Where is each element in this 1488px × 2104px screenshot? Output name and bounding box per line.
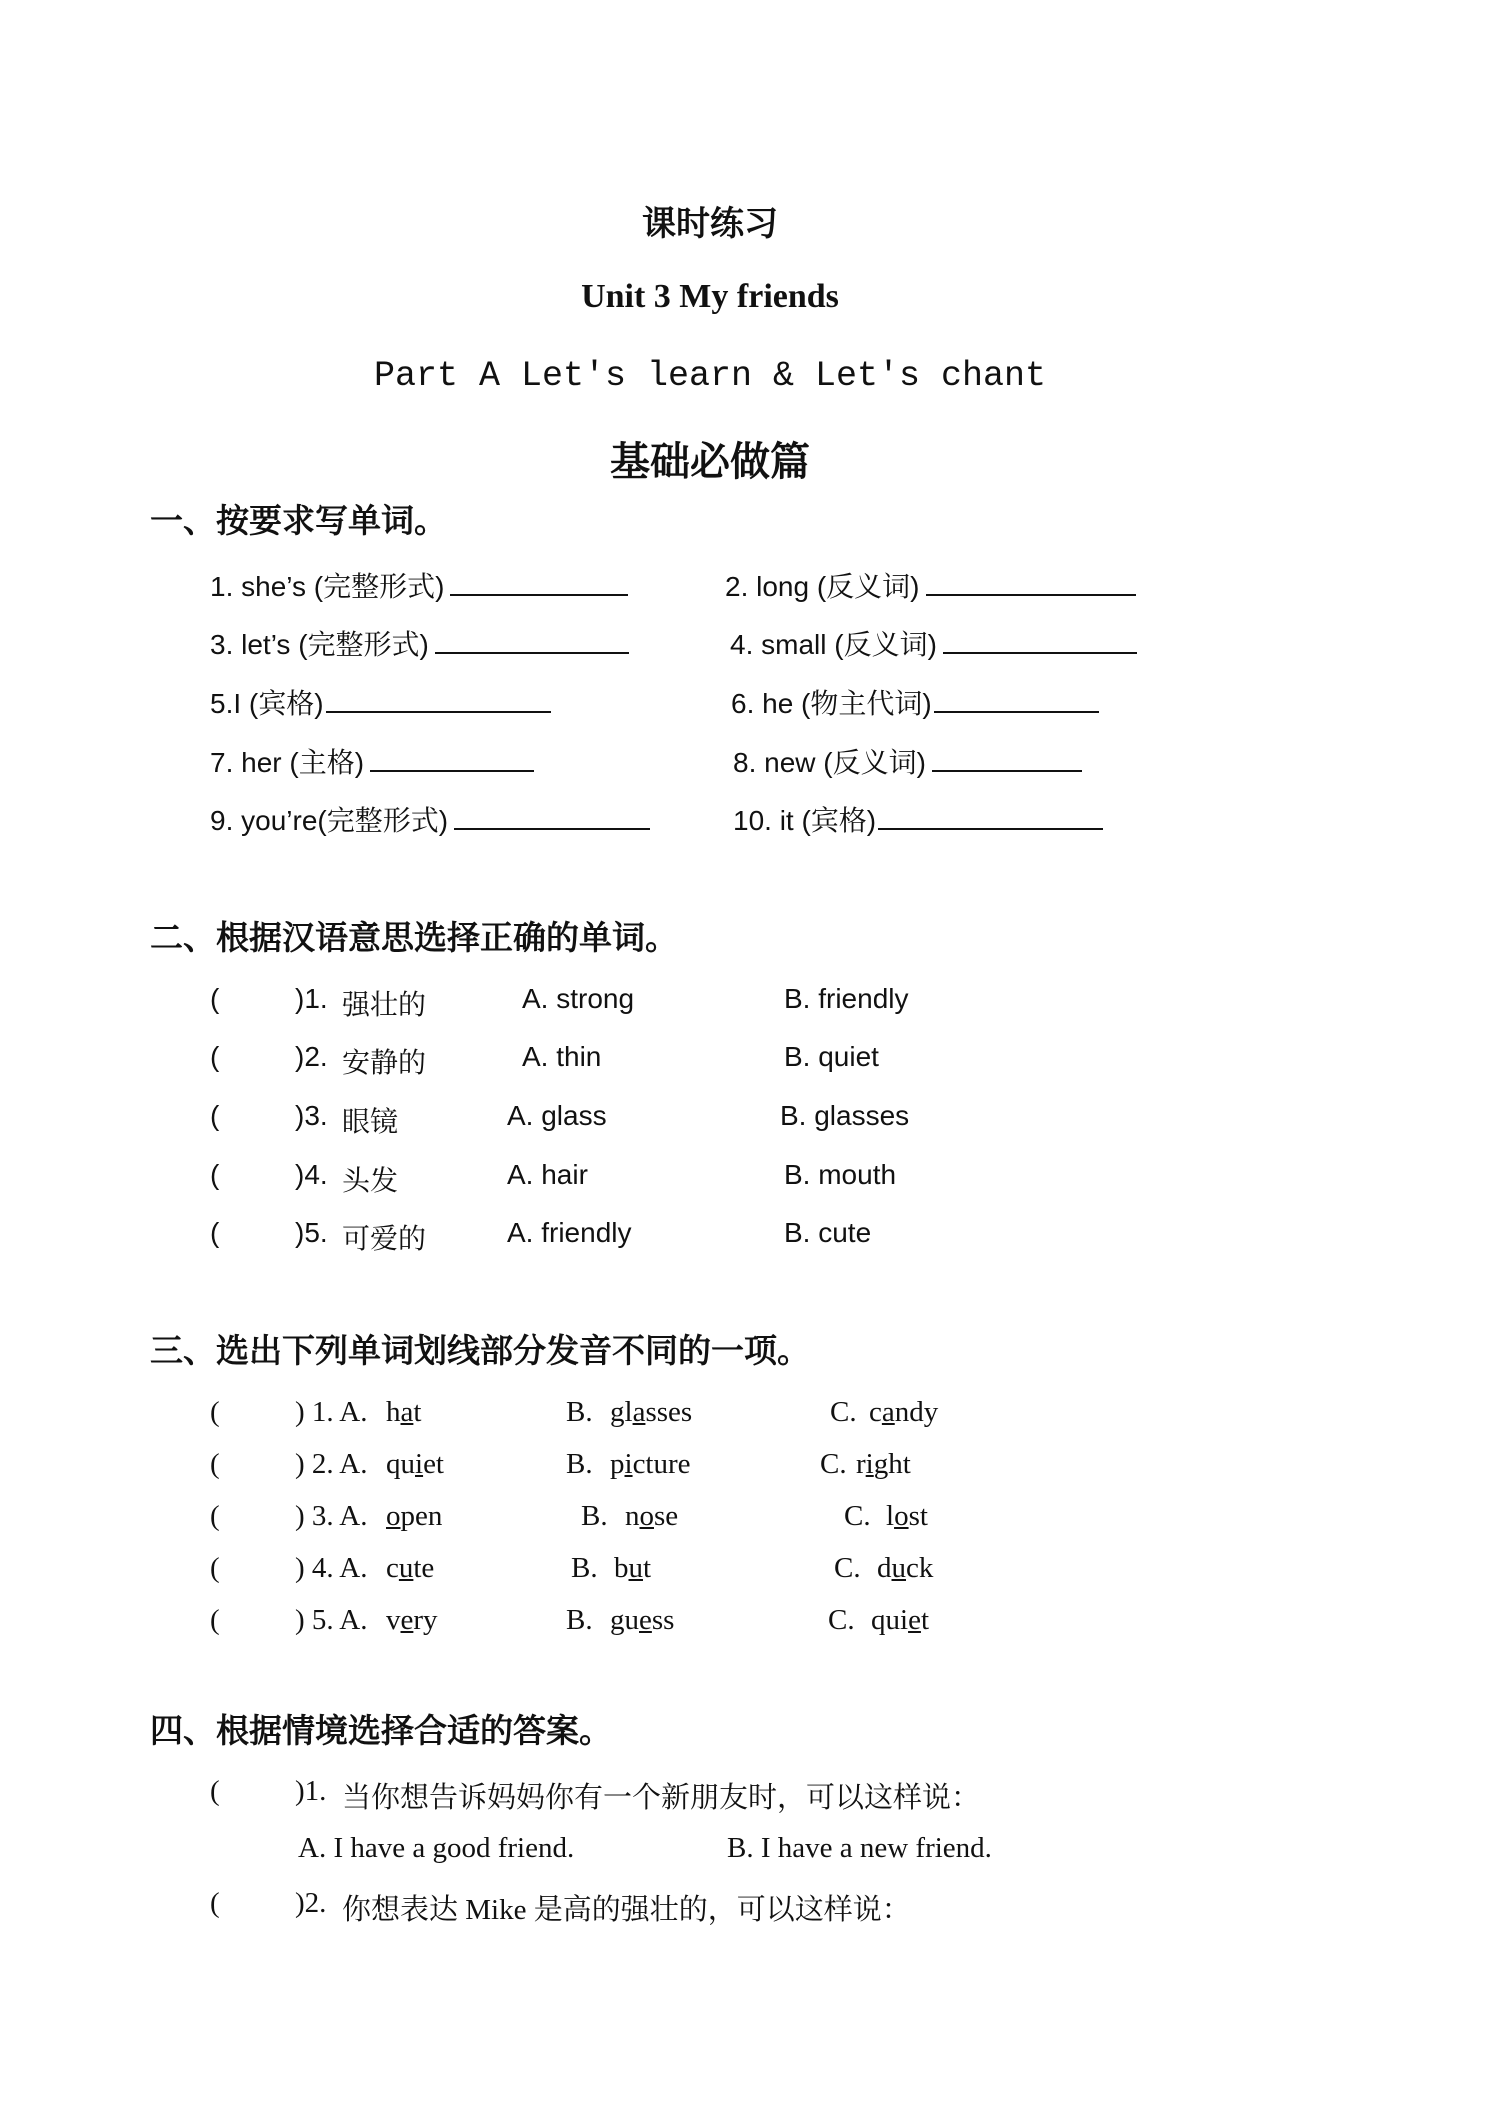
underlined-letter: e <box>400 1604 414 1636</box>
word-part: l <box>886 1500 895 1532</box>
option-c[interactable] <box>856 1448 911 1481</box>
answer-paren-open[interactable]: ( <box>210 1448 220 1480</box>
option-a[interactable] <box>386 1500 442 1533</box>
word-item <box>730 623 1137 663</box>
underlined-letter: u <box>891 1552 906 1584</box>
word-item <box>210 623 629 663</box>
underlined-letter: o <box>894 1500 909 1532</box>
option-b[interactable]: B. quiet <box>784 1041 879 1072</box>
answer-paren-open[interactable]: ( <box>210 1552 220 1584</box>
answer-blank[interactable] <box>932 748 1082 772</box>
word-part: d <box>877 1552 892 1584</box>
word-item <box>210 682 551 722</box>
underlined-letter: a <box>632 1396 646 1428</box>
underlined-letter: e <box>639 1604 652 1636</box>
word-item <box>210 741 534 781</box>
answer-blank[interactable] <box>435 630 629 654</box>
option-a[interactable]: A. friendly <box>507 1217 632 1248</box>
section3-heading: 三、选出下列单词划线部分发音不同的一项。 <box>150 1334 810 1370</box>
underlined-letter: i <box>415 1448 424 1480</box>
word-part: h <box>386 1396 401 1428</box>
word-part: cture <box>632 1448 691 1480</box>
option-c[interactable] <box>877 1552 933 1585</box>
word-item-label: 2. long (反义词) <box>725 571 920 602</box>
word-item-label: 7. her (主格) <box>210 747 365 778</box>
word-part: ss <box>651 1604 675 1636</box>
word-part: t <box>643 1552 652 1584</box>
question-number: )2. <box>295 1041 328 1072</box>
chinese-word: 可爱的 <box>342 1223 427 1254</box>
section1-heading: 一、按要求写单词。 <box>150 504 447 540</box>
option-b-label: B. <box>566 1396 593 1428</box>
answer-blank[interactable] <box>450 572 628 596</box>
word-part: t <box>920 1604 929 1636</box>
word-part: t <box>413 1396 422 1428</box>
option-a[interactable] <box>386 1396 421 1429</box>
question-number: ) 3. A. <box>295 1500 368 1532</box>
underlined-letter: o <box>639 1500 654 1532</box>
chinese-word: 头发 <box>342 1165 399 1196</box>
question-text: 你想表达 Mike 是高的强壮的，可以这样说： <box>342 1894 911 1926</box>
word-part: qu <box>386 1448 415 1480</box>
option-a[interactable] <box>386 1552 434 1585</box>
option-b[interactable] <box>625 1500 678 1533</box>
word-part: pen <box>400 1500 443 1532</box>
option-c[interactable] <box>871 1604 929 1637</box>
question-number: )1. <box>295 1775 327 1807</box>
word-item-label: 6. he (物主代词) <box>731 688 932 719</box>
option-b[interactable] <box>610 1396 692 1429</box>
option-a[interactable]: A. thin <box>522 1041 602 1072</box>
answer-paren-open[interactable]: ( <box>210 1159 220 1190</box>
option-b-label: B. <box>571 1552 598 1584</box>
word-part: qui <box>871 1604 909 1636</box>
answer-blank[interactable] <box>878 806 1103 830</box>
word-item <box>725 565 1136 605</box>
word-item-label: 8. new (反义词) <box>733 747 926 778</box>
word-part: gu <box>610 1604 639 1636</box>
chinese-word: 强壮的 <box>342 989 427 1020</box>
option-a[interactable] <box>386 1448 444 1481</box>
word-part: c <box>386 1552 399 1584</box>
question-number: ) 5. A. <box>295 1604 368 1636</box>
question-number: )2. <box>295 1887 327 1919</box>
question-number: ) 1. A. <box>295 1396 368 1428</box>
underlined-letter: u <box>628 1552 643 1584</box>
question-number: )1. <box>295 983 328 1014</box>
option-a[interactable]: A. I have a good friend. <box>298 1832 575 1864</box>
answer-paren-open[interactable]: ( <box>210 1041 220 1072</box>
answer-paren-open[interactable]: ( <box>210 1217 220 1248</box>
underlined-letter: i <box>624 1448 633 1480</box>
word-item-label: 4. small (反义词) <box>730 629 937 660</box>
option-c-label: C. <box>830 1396 857 1428</box>
unit-title: Unit 3 My friends <box>581 278 839 315</box>
option-b-label: B. <box>566 1604 593 1636</box>
word-item-label: 1. she’s (完整形式) <box>210 571 445 602</box>
word-part: n <box>625 1500 640 1532</box>
question-number: )3. <box>295 1100 328 1131</box>
word-part: et <box>423 1448 444 1480</box>
word-part: v <box>386 1604 401 1636</box>
answer-paren-open[interactable]: ( <box>210 1604 220 1636</box>
option-b[interactable]: B. cute <box>784 1217 872 1248</box>
question-number: )4. <box>295 1159 328 1190</box>
option-b[interactable]: B. I have a new friend. <box>727 1832 992 1864</box>
answer-blank[interactable] <box>370 748 534 772</box>
option-b-label: B. <box>581 1500 608 1532</box>
option-b[interactable]: B. friendly <box>784 983 909 1014</box>
option-b-label: B. <box>566 1448 593 1480</box>
answer-blank[interactable] <box>326 689 551 713</box>
answer-paren-open[interactable]: ( <box>210 1396 220 1428</box>
option-b[interactable] <box>610 1604 674 1637</box>
underlined-letter: a <box>881 1396 895 1428</box>
section4-heading: 四、根据情境选择合适的答案。 <box>150 1714 612 1750</box>
answer-paren-open[interactable]: ( <box>210 1775 220 1807</box>
underlined-letter: u <box>398 1552 414 1584</box>
option-c-label: C. <box>820 1448 847 1480</box>
worksheet-title: 课时练习 <box>642 206 778 243</box>
word-part: b <box>614 1552 629 1584</box>
option-b[interactable] <box>610 1448 691 1481</box>
word-item <box>731 682 1099 722</box>
option-c[interactable] <box>869 1396 938 1429</box>
word-part: p <box>610 1448 625 1480</box>
word-part: ndy <box>894 1396 939 1428</box>
answer-paren-open[interactable]: ( <box>210 1887 220 1919</box>
part-title: Part A Let's learn & Let's chant <box>373 356 1047 396</box>
answer-blank[interactable] <box>943 630 1137 654</box>
underlined-letter: a <box>400 1396 414 1428</box>
answer-paren-open[interactable]: ( <box>210 983 220 1014</box>
option-a[interactable] <box>386 1604 438 1637</box>
chinese-word: 安静的 <box>342 1047 427 1078</box>
question-text: 当你想告诉妈妈你有一个新朋友时，可以这样说： <box>342 1782 981 1814</box>
answer-paren-open[interactable]: ( <box>210 1500 220 1532</box>
word-item <box>210 565 628 605</box>
underlined-letter: e <box>908 1604 921 1636</box>
answer-paren-open[interactable]: ( <box>210 1100 220 1131</box>
option-b[interactable]: B. mouth <box>784 1159 897 1190</box>
option-a[interactable]: A. glass <box>507 1100 607 1131</box>
word-part: ry <box>413 1604 438 1636</box>
word-part: te <box>413 1552 435 1584</box>
word-part: ght <box>873 1448 911 1480</box>
option-c-label: C. <box>834 1552 861 1584</box>
level-title: 基础必做篇 <box>610 439 810 484</box>
word-part: gl <box>610 1396 633 1428</box>
word-item <box>210 799 650 839</box>
underlined-letter: o <box>386 1500 401 1532</box>
word-part: st <box>908 1500 928 1532</box>
option-a[interactable]: A. hair <box>507 1159 588 1190</box>
option-a[interactable]: A. strong <box>522 983 635 1014</box>
question-number: ) 2. A. <box>295 1448 368 1480</box>
underlined-letter: i <box>865 1448 874 1480</box>
option-c[interactable] <box>886 1500 928 1533</box>
option-c-label: C. <box>828 1604 855 1636</box>
word-item-label: 3. let’s (完整形式) <box>210 629 429 660</box>
answer-blank[interactable] <box>926 572 1136 596</box>
option-c-label: C. <box>844 1500 871 1532</box>
word-part: c <box>869 1396 882 1428</box>
option-b[interactable] <box>614 1552 651 1585</box>
word-item-label: 9. you’re(完整形式) <box>210 805 449 836</box>
question-number: ) 4. A. <box>295 1552 368 1584</box>
word-part: sses <box>645 1396 693 1428</box>
word-item <box>733 799 1103 839</box>
word-part: se <box>654 1500 679 1532</box>
word-part: ck <box>906 1552 934 1584</box>
word-item-label: 10. it (宾格) <box>733 805 877 836</box>
chinese-word: 眼镜 <box>342 1106 399 1137</box>
word-part: r <box>856 1448 866 1480</box>
answer-blank[interactable] <box>934 689 1099 713</box>
word-item-label: 5.I (宾格) <box>210 688 324 719</box>
answer-blank[interactable] <box>454 806 650 830</box>
section2-heading: 二、根据汉语意思选择正确的单词。 <box>150 921 678 957</box>
option-b[interactable]: B. glasses <box>780 1100 910 1131</box>
question-number: )5. <box>295 1217 328 1248</box>
word-item <box>733 741 1082 781</box>
